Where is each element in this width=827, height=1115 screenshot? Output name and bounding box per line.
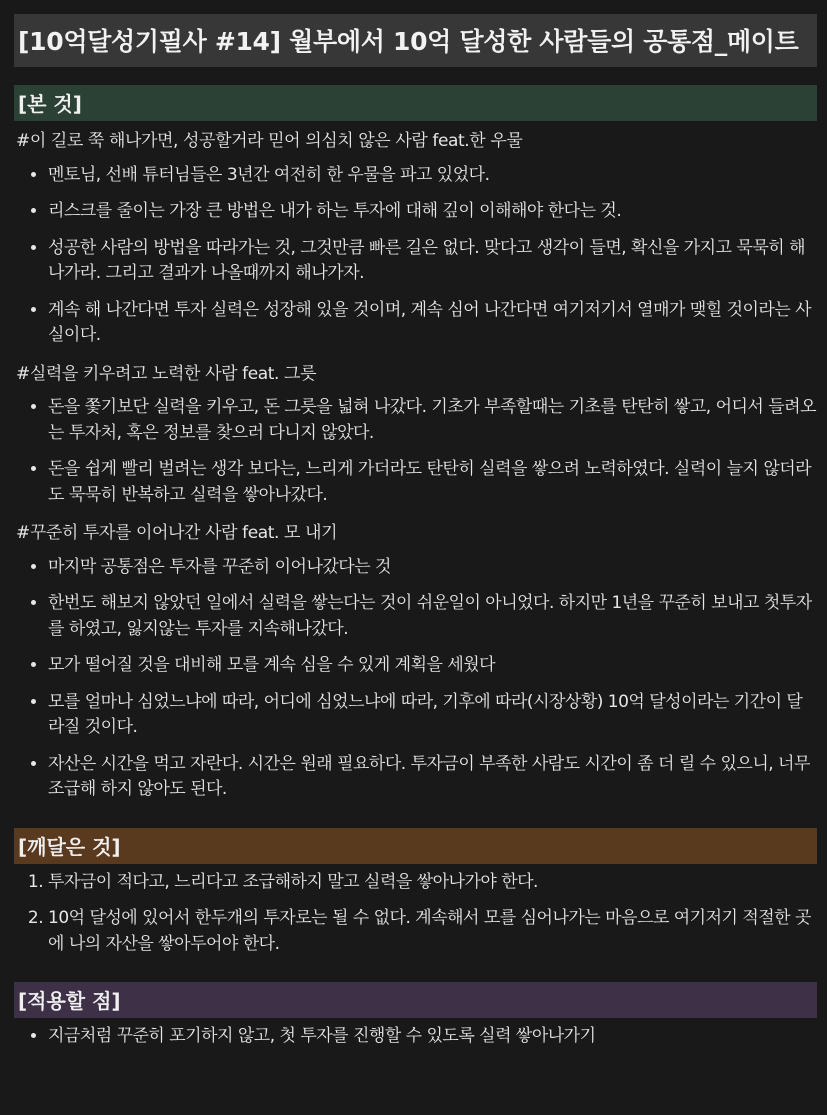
- section-heading-apply: [적용할 점]: [14, 982, 817, 1018]
- numbered-list: [14, 868, 817, 960]
- spacer: [14, 966, 817, 982]
- list-item: • 모가 떨어질 것을 대비해 모를 계속 심을 수 있게 계획을 세웠다: [48, 651, 817, 681]
- list-item: 2. 10억 달성에 있어서 한두개의 투자로는 될 수 없다. 계속해서 모를 심어나가는 마음으로 여기저기 적절한 곳에 나의 자산을 쌓아두어야 한다.: [48, 904, 817, 959]
- section-heading-seen: [본 것]: [14, 85, 817, 121]
- section-heading-realized: [깨달은 것]: [14, 828, 817, 864]
- list-item: • 자산은 시간을 먹고 자란다. 시간은 원래 필요하다. 투자금이 부족한 사람도 시간이 좀 더 릴 수 있으니, 너무 조급해 하지 않아도 된다.: [48, 750, 817, 805]
- list-item: • 지금처럼 꾸준히 포기하지 않고, 첫 투자를 진행할 수 있도록 실력 쌓아나가기: [48, 1022, 817, 1052]
- list-item: • 성공한 사람의 방법을 따라가는 것, 그것만큼 빠른 길은 없다. 맞다고 생각이 들면, 확신을 가지고 묵묵히 해나가라. 그리고 결과가 나올때까지 해나가자.: [48, 234, 817, 289]
- bullet-list: [14, 553, 817, 805]
- topic-heading: #이 길로 쭉 해나가면, 성공할거라 믿어 의심치 않은 사람 feat.한 우물: [16, 131, 523, 151]
- list-item: • 멘토님, 선배 튜터님들은 3년간 여전히 한 우물을 파고 있었다.: [48, 161, 817, 191]
- list-item: • 한번도 해보지 않았던 일에서 실력을 쌓는다는 것이 쉬운일이 아니었다. 하지만 1년을 꾸준히 보내고 첫투자를 하였고, 잃지않는 투자를 지속해나갔다.: [48, 589, 817, 644]
- list-item: • 마지막 공통점은 투자를 꾸준히 이어나갔다는 것: [48, 553, 817, 583]
- bullet-list: [14, 393, 817, 510]
- topic-heading: #꾸준히 투자를 이어나간 사람 feat. 모 내기: [16, 523, 338, 543]
- list-item: • 돈을 쉽게 빨리 벌려는 생각 보다는, 느리게 가더라도 탄탄히 실력을 쌓으려 노력하였다. 실력이 늘지 않더라도 묵묵히 반복하고 실력을 쌓아나갔다.: [48, 455, 817, 510]
- list-item: 1. 투자금이 적다고, 느리다고 조급해하지 말고 실력을 쌓아나가야 한다.: [48, 868, 817, 898]
- list-item: • 돈을 쫓기보단 실력을 키우고, 돈 그릇을 넓혀 나갔다. 기초가 부족할때는 기초를 탄탄히 쌓고, 어디서 들려오는 투자처, 혹은 정보를 찾으러 다니지 않았다.: [48, 393, 817, 448]
- list-item: • 모를 얼마나 심었느냐에 따라, 어디에 심었느냐에 따라, 기후에 따라(시장상황) 10억 달성이라는 기간이 달라질 것이다.: [48, 688, 817, 743]
- list-item: • 리스크를 줄이는 가장 큰 방법은 내가 하는 투자에 대해 깊이 이해해야 한다는 것.: [48, 197, 817, 227]
- page-title: [10억달성기필사 #14] 월부에서 10억 달성한 사람들의 공통점_메이트: [14, 14, 817, 67]
- bullet-list: [14, 1022, 817, 1052]
- spacer: [14, 812, 817, 828]
- bullet-list: [14, 161, 817, 351]
- list-item: • 계속 해 나간다면 투자 실력은 성장해 있을 것이며, 계속 심어 나간다면 여기저기서 열매가 맺힐 것이라는 사실이다.: [48, 296, 817, 351]
- topic-heading: #실력을 키우려고 노력한 사람 feat. 그릇: [16, 363, 317, 384]
